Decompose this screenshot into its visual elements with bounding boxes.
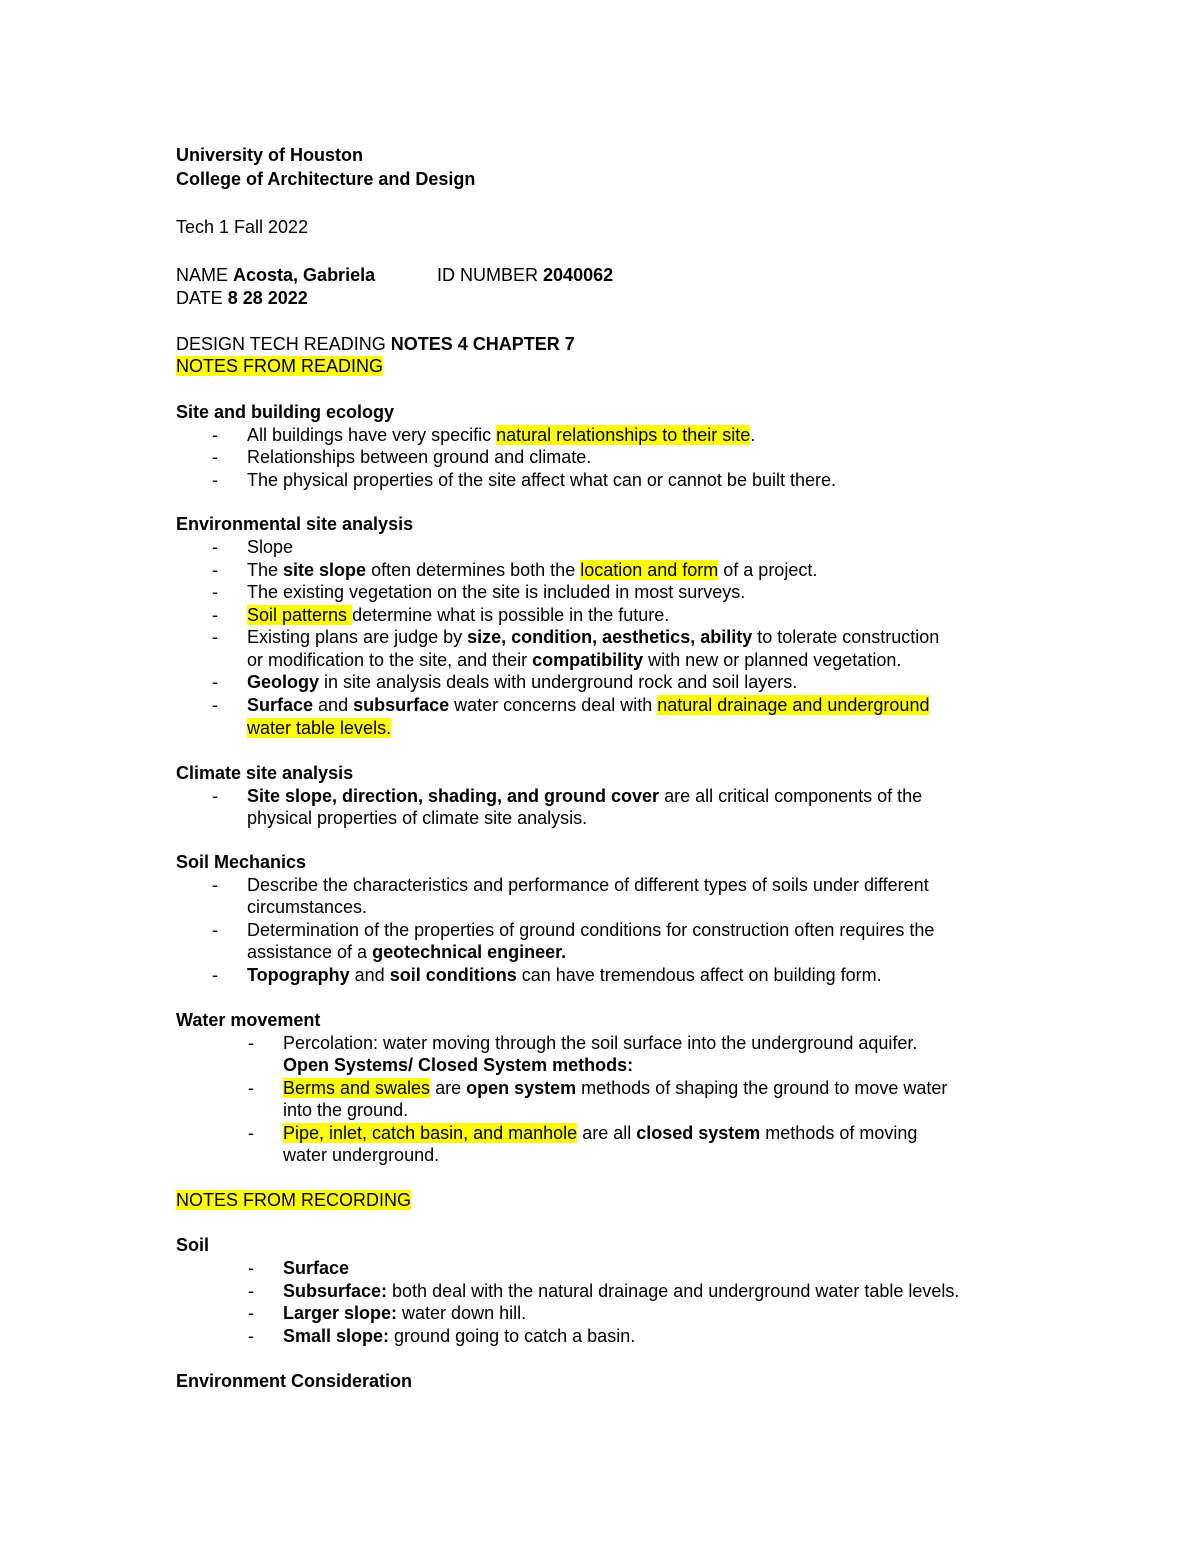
section-heading: Site and building ecology [176, 402, 395, 422]
bullet-dash: - [212, 425, 218, 445]
list-item: Larger slope: water down hill. [283, 1303, 527, 1323]
list-item-continuation: water table levels. [247, 718, 392, 738]
course-line: Tech 1 Fall 2022 [176, 217, 309, 237]
list-item: Soil patterns determine what is possible in the future. [247, 605, 670, 625]
name-label: NAME [176, 265, 229, 285]
list-item: Relationships between ground and climate. [247, 447, 592, 467]
bullet-dash: - [248, 1078, 254, 1098]
list-item: Existing plans are judge by size, condition, aesthetics, ability to tolerate construction [247, 627, 940, 647]
date-line: DATE 8 28 2022 [176, 288, 308, 308]
bullet-dash: - [212, 920, 218, 940]
list-item: Small slope: ground going to catch a basin. [283, 1326, 636, 1346]
bullet-dash: - [248, 1123, 254, 1143]
list-item: Subsurface: both deal with the natural drainage and underground water table levels. [283, 1281, 960, 1301]
bullet-dash: - [212, 605, 218, 625]
name-id-line [176, 264, 876, 286]
bullet-dash: - [248, 1281, 254, 1301]
reading-notes-title: NOTES FROM READING [176, 356, 384, 376]
list-item: Geology in site analysis deals with underground rock and soil layers. [247, 672, 798, 692]
list-item: Berms and swales are open system methods of shaping the ground to move water [283, 1078, 948, 1098]
section-heading: Soil Mechanics [176, 852, 307, 872]
bullet-dash: - [212, 560, 218, 580]
section-heading: Environmental site analysis [176, 514, 414, 534]
list-item: Pipe, inlet, catch basin, and manhole are all closed system methods of moving [283, 1123, 918, 1143]
section-heading: Soil [176, 1235, 210, 1255]
recording-notes-title: NOTES FROM RECORDING [176, 1190, 412, 1210]
list-item: Site slope, direction, shading, and ground cover are all critical components of the [247, 786, 923, 806]
university-title: University of Houston [176, 145, 364, 165]
id-number: ID NUMBER 2040062 [437, 265, 614, 285]
list-item: Slope [247, 537, 294, 557]
list-item: The physical properties of the site affect what can or cannot be built there. [247, 470, 837, 490]
list-item: Surface [283, 1258, 350, 1278]
bullet-dash: - [212, 965, 218, 985]
bullet-dash: - [212, 627, 218, 647]
bullet-dash: - [212, 470, 218, 490]
bullet-dash: - [248, 1326, 254, 1346]
list-item-continuation: assistance of a geotechnical engineer. [247, 942, 567, 962]
list-item: All buildings have very specific natural relationships to their site. [247, 425, 756, 445]
list-item: Surface and subsurface water concerns deal with natural drainage and underground [247, 695, 930, 715]
list-item-continuation: or modification to the site, and their compatibility with new or planned vegetation. [247, 650, 902, 670]
bullet-dash: - [212, 582, 218, 602]
section-heading: Water movement [176, 1010, 321, 1030]
bullet-dash: - [212, 672, 218, 692]
bullet-dash: - [212, 537, 218, 557]
list-item: Percolation: water moving through the soil surface into the underground aquifer. [283, 1033, 918, 1053]
list-item-continuation: into the ground. [283, 1100, 409, 1120]
list-item: Describe the characteristics and performance of different types of soils under different [247, 875, 929, 895]
bullet-dash: - [248, 1258, 254, 1278]
list-item: The site slope often determines both the location and form of a project. [247, 560, 818, 580]
list-item: Topography and soil conditions can have tremendous affect on building form. [247, 965, 882, 985]
name-value: Acosta, Gabriela [233, 265, 376, 285]
bullet-dash: - [212, 786, 218, 806]
list-item-continuation: circumstances. [247, 897, 368, 917]
list-item-continuation: physical properties of climate site analysis. [247, 808, 588, 828]
bullet-dash: - [212, 875, 218, 895]
section-heading: Climate site analysis [176, 763, 354, 783]
list-item: The existing vegetation on the site is included in most surveys. [247, 582, 746, 602]
reading-title: DESIGN TECH READING NOTES 4 CHAPTER 7 [176, 334, 575, 354]
college-title: College of Architecture and Design [176, 169, 476, 189]
bullet-dash: - [212, 695, 218, 715]
bullet-dash: - [212, 447, 218, 467]
list-item-continuation: water underground. [283, 1145, 440, 1165]
section-heading: Environment Consideration [176, 1371, 413, 1391]
bullet-dash: - [248, 1033, 254, 1053]
list-item: Determination of the properties of ground conditions for construction often requires the [247, 920, 935, 940]
subheading: Open Systems/ Closed System methods: [283, 1055, 634, 1075]
bullet-dash: - [248, 1303, 254, 1323]
